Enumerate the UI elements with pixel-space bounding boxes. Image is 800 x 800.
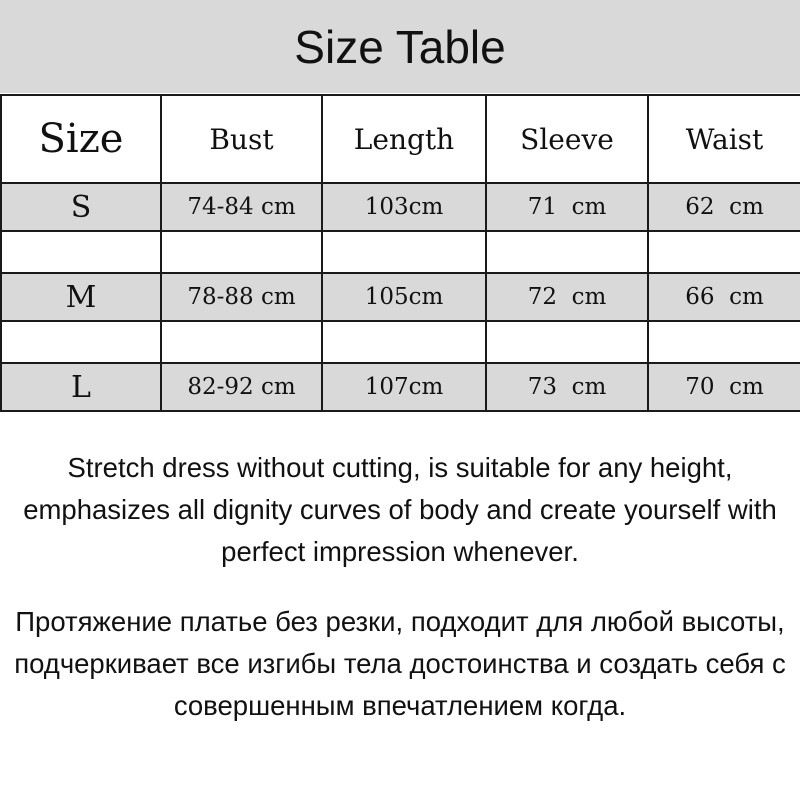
table-row-l: [1, 363, 800, 411]
table-row-m: [1, 273, 800, 321]
bust-cell: 78-88 cm: [161, 273, 322, 321]
header-sleeve: Sleeve: [486, 95, 648, 183]
description-russian: Протяжение платье без резки, подходит для любой высоты, подчеркивает все изгибы тела достоинства и создать себя с совершенным впечатлением когда.: [14, 606, 786, 721]
header-length: Length: [322, 95, 486, 183]
table-header-row: [1, 95, 800, 183]
bust-cell: 82-92 cm: [161, 363, 322, 411]
size-cell: S: [1, 183, 161, 231]
sleeve-cell: 72 cm: [486, 273, 648, 321]
waist-cell: 70 cm: [648, 363, 800, 411]
bust-cell: 74-84 cm: [161, 183, 322, 231]
length-cell: 105cm: [322, 273, 486, 321]
description-english: Stretch dress without cutting, is suitable for any height, emphasizes all dignity curves of body and create yourself with perfect impression whenever.: [23, 452, 777, 567]
table-spacer-row: [1, 321, 800, 363]
table-spacer-row: [1, 231, 800, 273]
length-cell: 103cm: [322, 183, 486, 231]
size-table: [0, 94, 800, 412]
page-title: Size Table: [294, 20, 506, 73]
header-size: Size: [1, 95, 161, 183]
title-bar: [0, 0, 800, 93]
length-cell: 107cm: [322, 363, 486, 411]
sleeve-cell: 71 cm: [486, 183, 648, 231]
waist-cell: 62 cm: [648, 183, 800, 231]
header-waist: Waist: [648, 95, 800, 183]
header-bust: Bust: [161, 95, 322, 183]
sleeve-cell: 73 cm: [486, 363, 648, 411]
table-row-s: [1, 183, 800, 231]
waist-cell: 66 cm: [648, 273, 800, 321]
size-cell: L: [1, 363, 161, 411]
size-cell: M: [1, 273, 161, 321]
